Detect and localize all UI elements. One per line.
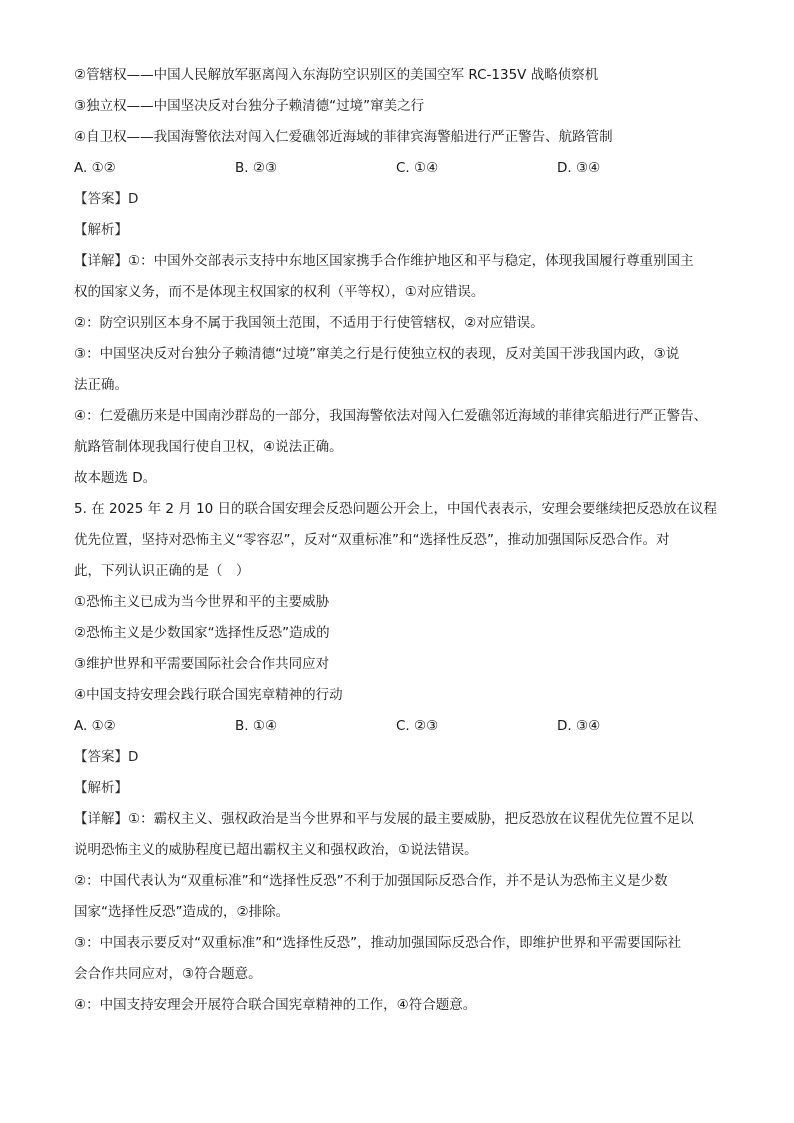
q4-detail-line: ②：防空识别区本身不属于我国领土范围，不适用于行使管辖权，②对应错误。 — [74, 315, 544, 331]
q5-statement-4: ④中国支持安理会践行联合国宪章精神的行动 — [74, 687, 343, 703]
q4-option-b: B. ②③ — [235, 160, 278, 176]
q4-statement-3: ③独立权——中国坚决反对台独分子赖清德“过境”窜美之行 — [74, 98, 425, 114]
q5-detail-line: 说明恐怖主义的威胁程度已超出霸权主义和强权政治，①说法错误。 — [74, 842, 478, 858]
q4-option-c: C. ①④ — [396, 160, 439, 176]
q4-detail-line: 权的国家义务，而不是体现主权国家的权利（平等权），①对应错误。 — [74, 284, 485, 300]
q5-statement-1: ①恐怖主义已成为当今世界和平的主要威胁 — [74, 594, 330, 610]
q4-statement-2: ②管辖权——中国人民解放军驱离闯入东海防空识别区的美国空军 RC-135V 战略侦察机 — [74, 67, 599, 83]
q4-detail-line: ④：仁爱礁历来是中国南沙群岛的一部分，我国海警依法对闯入仁爱礁邻近海域的菲律宾船进行严正警告、 — [74, 408, 708, 424]
q5-stem-line: 优先位置，坚持对恐怖主义“零容忍”，反对“双重标准”和“选择性反恐”，推动加强国际反恐合作。对 — [74, 532, 670, 548]
q5-detail-line: ③：中国表示要反对“双重标准”和“选择性反恐”，推动加强国际反恐合作，即维护世界和平需要国际社 — [74, 935, 682, 951]
q5-statement-3: ③维护世界和平需要国际社会合作共同应对 — [74, 656, 330, 672]
q5-option-c: C. ②③ — [396, 718, 439, 734]
q5-options — [74, 711, 734, 742]
q4-detail-line: ③：中国坚决反对台独分子赖清德“过境”窜美之行是行使独立权的表现，反对美国干涉我国内政，③说 — [74, 346, 680, 362]
q5-stem-line: 5. 在 2025 年 2 月 10 日的联合国安理会反恐问题公开会上，中国代表表示，安理会要继续把反恐放在议程 — [74, 501, 718, 517]
q4-analysis-label: 【解析】 — [74, 222, 128, 238]
q5-analysis-label: 【解析】 — [74, 780, 128, 796]
document-page — [74, 60, 734, 1021]
q4-option-a: A. ①② — [74, 160, 116, 176]
q5-statement-2: ②恐怖主义是少数国家“选择性反恐”造成的 — [74, 625, 330, 641]
q5-detail-line: ②：中国代表认为“双重标准”和“选择性反恐”不利于加强国际反恐合作，并不是认为恐怖主义是少数 — [74, 873, 668, 889]
q4-options — [74, 153, 734, 184]
q5-detail-line: 【详解】①：霸权主义、强权政治是当今世界和平与发展的最主要威胁，把反恐放在议程优先位置不足以 — [74, 811, 694, 827]
q4-detail-line: 法正确。 — [74, 377, 128, 393]
q4-conclusion: 故本题选 D。 — [74, 470, 157, 486]
q5-option-a: A. ①② — [74, 718, 116, 734]
q4-statement-4: ④自卫权——我国海警依法对闯入仁爱礁邻近海域的菲律宾海警船进行严正警告、航路管制 — [74, 129, 613, 145]
q5-detail-line: 国家“选择性反恐”造成的，②排除。 — [74, 904, 290, 920]
q4-answer: 【答案】D — [74, 191, 139, 207]
q5-stem-line: 此，下列认识正确的是（ ） — [74, 563, 250, 579]
q5-detail-line: ④：中国支持安理会开展符合联合国宪章精神的工作，④符合题意。 — [74, 997, 477, 1013]
q5-option-d: D. ③④ — [557, 718, 601, 734]
q5-option-b: B. ①④ — [235, 718, 278, 734]
q5-detail-line: 会合作共同应对，③符合题意。 — [74, 966, 262, 982]
q4-detail-line: 航路管制体现我国行使自卫权，④说法正确。 — [74, 439, 343, 455]
q5-answer: 【答案】D — [74, 749, 139, 765]
q4-detail-line: 【详解】①：中国外交部表示支持中东地区国家携手合作维护地区和平与稳定，体现我国履行尊重别国主 — [74, 253, 694, 269]
q4-option-d: D. ③④ — [557, 160, 601, 176]
